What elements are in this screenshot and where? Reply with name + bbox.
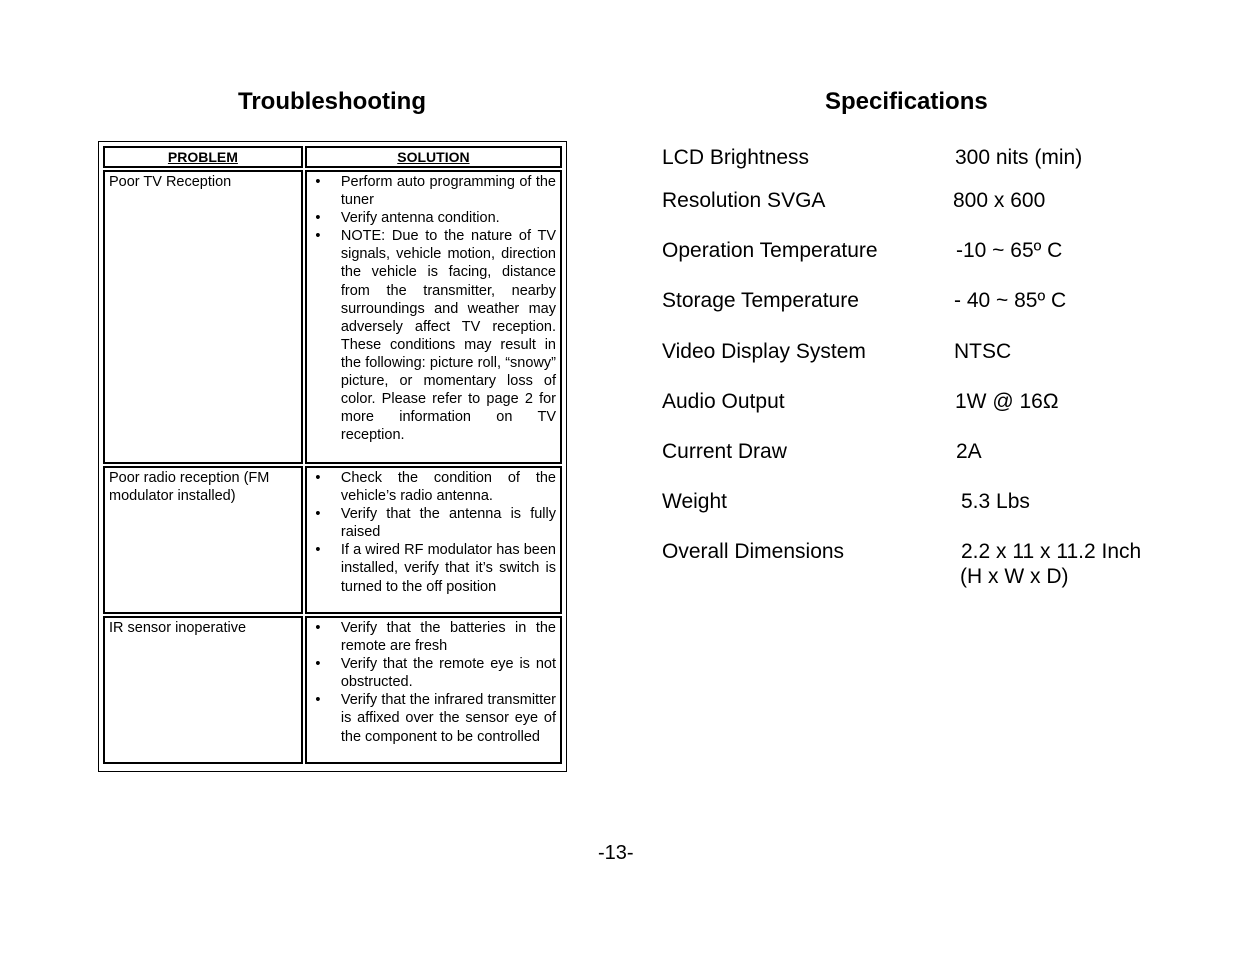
spec-label: Storage Temperature: [662, 289, 859, 312]
bullet-icon: •: [315, 542, 321, 559]
spec-value: 2.2 x 11 x 11.2 Inch: [961, 540, 1142, 563]
spec-label: Operation Temperature: [662, 239, 878, 262]
bullet-icon: •: [315, 656, 321, 673]
bullet-icon: •: [315, 506, 321, 523]
spec-label: Audio Output: [662, 390, 785, 413]
spec-label: LCD Brightness: [662, 146, 810, 169]
spec-label: Video Display System: [662, 340, 866, 363]
table-header-row: [103, 146, 562, 168]
problem-cell: IR sensor inoperative: [103, 616, 303, 764]
spec-value: NTSC: [954, 340, 1012, 363]
problem-column-header: PROBLEM: [103, 146, 303, 168]
solution-item: • Verify that the infrared transmitter is affixed over the sensor eye of the component to be controlled: [307, 691, 556, 745]
solution-cell: [305, 466, 562, 614]
spec-label: Current Draw: [662, 440, 787, 463]
bullet-icon: •: [315, 470, 321, 486]
bullet-icon: •: [315, 228, 321, 245]
solution-item: • Verify that the batteries in the remote are fresh: [307, 619, 556, 655]
page-number: -13-: [598, 842, 634, 864]
bullet-icon: •: [315, 620, 321, 636]
spec-value-line2: (H x W x D): [960, 565, 1069, 588]
troubleshooting-table: [98, 141, 567, 772]
solution-cell: [305, 616, 562, 764]
solution-item: • Verify that the remote eye is not obstructed.: [307, 655, 556, 691]
spec-label: Overall Dimensions: [662, 540, 845, 563]
troubleshooting-title: Troubleshooting: [238, 88, 426, 115]
spec-value: 2A: [956, 440, 982, 463]
spec-value: 1W @ 16Ω: [955, 390, 1059, 413]
solution-item: • Perform auto programming of the tuner: [307, 173, 556, 209]
spec-label: Resolution SVGA: [662, 189, 826, 212]
table-row: [103, 616, 562, 764]
solution-cell: [305, 170, 562, 464]
problem-cell: Poor TV Reception: [103, 170, 303, 464]
solution-item: • NOTE: Due to the nature of TV signals, vehicle motion, direction the vehicle is facing, distance from the transmitter, nearby surroundings and weather may adversely affect TV reception. These conditions may result in the following: picture roll, “snowy” picture, or momentary loss of color. Please refer to page 2 for more information on TV reception.: [307, 227, 556, 444]
spec-value: -10 ~ 65º C: [956, 239, 1063, 262]
solution-item: • If a wired RF modulator has been installed, verify that it’s switch is turned to the off position: [307, 541, 556, 595]
bullet-icon: •: [315, 210, 321, 227]
solution-list: [307, 469, 556, 596]
specifications-title: Specifications: [825, 88, 988, 115]
spec-value: 300 nits (min): [955, 146, 1083, 169]
solution-item: • Check the condition of the vehicle’s radio antenna.: [307, 469, 556, 505]
solution-column-header: SOLUTION: [305, 146, 562, 168]
spec-value: 800 x 600: [953, 189, 1046, 212]
spec-value: 5.3 Lbs: [961, 490, 1030, 513]
solution-item: • Verify that the antenna is fully raised: [307, 505, 556, 541]
problem-cell: Poor radio reception (FM modulator installed): [103, 466, 303, 614]
spec-label: Weight: [662, 490, 727, 513]
solution-list: [307, 619, 556, 746]
table-row: [103, 466, 562, 614]
bullet-icon: •: [315, 692, 321, 709]
spec-value: - 40 ~ 85º C: [954, 289, 1067, 312]
table-row: [103, 170, 562, 464]
solution-item: • Verify antenna condition.: [307, 209, 556, 227]
bullet-icon: •: [315, 174, 321, 190]
solution-list: [307, 173, 556, 444]
